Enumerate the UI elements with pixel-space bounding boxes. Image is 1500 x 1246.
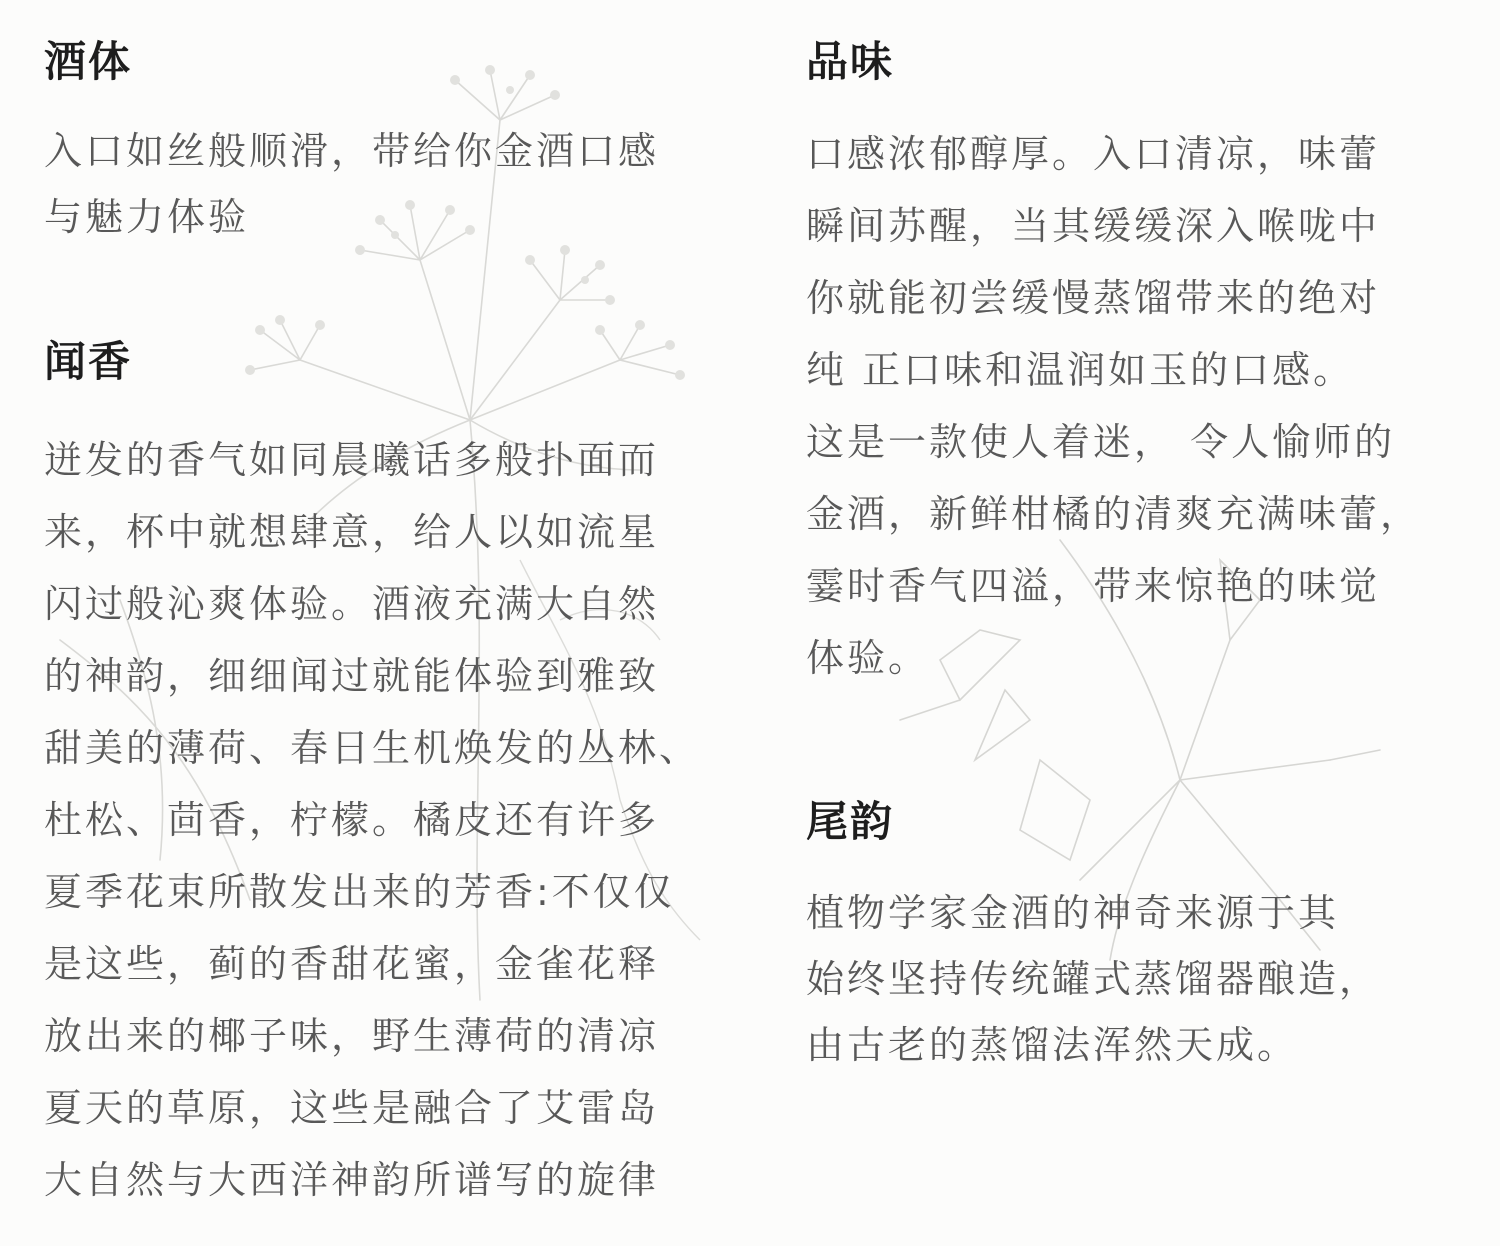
text-line: 你就能初尝缓慢蒸馏带来的绝对 <box>806 276 1381 320</box>
section-aroma <box>44 334 764 1216</box>
text-line: 大自然与大西洋神韵所谱写的旋律 <box>44 1158 660 1202</box>
text-line: 放出来的椰子味，野生薄荷的清凉 <box>44 1014 660 1058</box>
text-line: 始终坚持传统罐式蒸馏器酿造， <box>806 957 1381 1001</box>
text-line: 闪过般沁爽体验。酒液充满大自然 <box>44 582 660 626</box>
text-line: 迸发的香气如同晨曦话多般扑面而 <box>44 438 660 482</box>
section-text-aroma <box>44 424 764 1216</box>
section-title-body: 酒体 <box>44 37 133 86</box>
text-line: 杜松、茴香，柠檬。橘皮还有许多 <box>44 798 660 842</box>
text-line: 的神韵，细细闻过就能体验到雅致 <box>44 654 660 698</box>
section-text-body <box>44 118 764 250</box>
section-text-palate <box>806 118 1486 694</box>
text-line: 植物学家金酒的神奇来源于其 <box>806 891 1340 935</box>
text-line: 是这些，蓟的香甜花蜜，金雀花释 <box>44 942 660 986</box>
text-line: 瞬间苏醒，当其缓缓深入喉咙中 <box>806 204 1381 248</box>
text-line: 体验。 <box>806 636 930 680</box>
text-line: 夏季花束所散发出来的芳香:不仅仅 <box>44 870 675 914</box>
section-title-aroma: 闻香 <box>44 337 133 386</box>
text-line: 夏天的草原，这些是融合了艾雷岛 <box>44 1086 660 1130</box>
text-line: 霎时香气四溢，带来惊艳的味觉 <box>806 564 1381 608</box>
section-title-finish: 尾韵 <box>806 797 895 846</box>
text-line: 甜美的薄荷、春日生机焕发的丛林、 <box>44 726 701 770</box>
section-title-palate: 品味 <box>806 37 895 86</box>
text-line: 来，杯中就想肆意，给人以如流星 <box>44 510 660 554</box>
text-line: 入口如丝般顺滑，带给你金酒口感 <box>44 129 660 173</box>
text-line: 这是一款使人着迷， 令人愉师的 <box>806 420 1396 464</box>
section-body <box>44 34 764 250</box>
section-palate <box>806 34 1486 694</box>
section-text-finish <box>806 880 1486 1078</box>
text-line: 金酒，新鲜柑橘的清爽充满味蕾， <box>806 492 1422 536</box>
text-line: 口感浓郁醇厚。入口清凉，味蕾 <box>806 132 1381 176</box>
text-line: 由古老的蒸馏法浑然天成。 <box>806 1023 1299 1067</box>
section-finish <box>806 794 1486 1078</box>
text-line: 与魅力体验 <box>44 195 250 239</box>
text-line: 纯 正口味和温润如玉的口感。 <box>806 348 1355 392</box>
